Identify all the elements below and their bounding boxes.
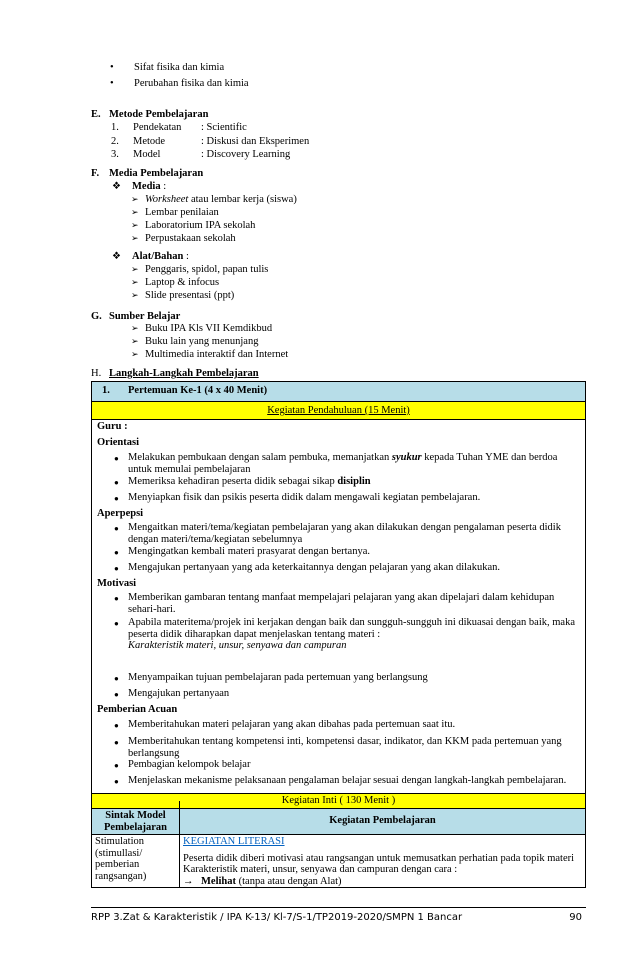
bullet-icon: ● (114, 721, 119, 730)
list-item: ➢ Perpustakaan sekolah (131, 233, 236, 244)
orientasi-label: Orientasi (97, 437, 139, 448)
list-item: ● Pembagian kelompok belajar (114, 759, 251, 770)
bullet-icon: ● (114, 454, 119, 463)
arrow-bullet-icon: ➢ (131, 336, 139, 346)
alat-heading: ❖ Alat/Bahan : (112, 251, 189, 262)
list-item: 3. Model : Discovery Learning (111, 149, 291, 160)
list-item: ● Memberitahukan tentang kompetensi inti, kompetensi dasar, indikator, dan KKM pada pertemuan yang berlangsung (114, 736, 562, 759)
guru-label: Guru : (97, 421, 128, 432)
bullet-icon: ● (114, 761, 119, 770)
right-arrow-icon: → (183, 875, 194, 887)
list-item: ● Mengajukan pertanyaan yang ada keterkaitannya dengan pelajaran yang akan dilakukan. (114, 562, 501, 573)
list-item: ➢ Multimedia interaktif dan Internet (131, 349, 289, 360)
arrow-bullet-icon: ➢ (131, 277, 139, 287)
stimulation-cell: Stimulation (stimullasi/ pemberian rangsangan) (95, 836, 147, 882)
list-item: ● Mengaitkan materi/tema/kegiatan pembelajaran yang akan dilakukan dengan pengalaman peserta didik dengan materi/tema/kegiatan sebelumnya (114, 522, 561, 545)
arrow-bullet-icon: ➢ (131, 349, 139, 359)
list-item: ➢ Buku IPA Kls VII Kemdikbud (131, 323, 273, 334)
diamond-bullet-icon: ❖ (112, 181, 121, 192)
media-heading: ❖ Media : (112, 181, 167, 192)
list-item: ➢ Lembar penilaian (131, 207, 219, 218)
page-footer (91, 912, 586, 923)
alat-list (131, 263, 268, 302)
list-item: ➢ Laptop & infocus (131, 277, 220, 288)
list-item: ➢ Penggaris, spidol, papan tulis (131, 264, 269, 275)
activity-cell: KEGIATAN LITERASI Peserta didik diberi motivasi atau rangsangan untuk memusatkan perhatian pada topik materi Karakteristik materi, unsur, senyawa dan campuran dengan cara : → Melihat (tanpa atau dengan Alat) (183, 836, 575, 887)
bullet-icon: ● (114, 564, 119, 573)
meeting-header: 1. Pertemuan Ke-1 (4 x 40 Menit) (92, 382, 585, 401)
arrow-bullet-icon: ➢ (131, 323, 139, 333)
aperpepsi-label: Aperpepsi (97, 508, 144, 519)
list-item: ● Apabila materitema/projek ini kerjakan dengan baik dan sungguh-sungguh ini dikuasai dengan baik, maka peserta didik diharapkan dapat menjelaskan tentang materi : Karakteristik materi, unsur, senyawa dan campuran (114, 617, 575, 651)
arrow-bullet-icon: ➢ (131, 233, 139, 243)
section-h-heading: H. Langkah-Langkah Pembelajaran (91, 368, 259, 379)
list-item: ● Menjelaskan mekanisme pelaksanaan pengalaman belajar sesuai dengan langkah-langkah pembelajaran. (114, 775, 567, 786)
arrow-bullet-icon: ➢ (131, 194, 139, 204)
list-item: ➢ Laboratorium IPA sekolah (131, 220, 256, 231)
page-number: 90 (569, 912, 582, 923)
bullet-icon: ● (114, 619, 119, 628)
syntax-column-header: Sintak Model Pembelajaran (104, 810, 167, 833)
bullet-icon: ● (114, 548, 119, 557)
source-list (131, 322, 288, 361)
bullet-icon: ● (114, 777, 119, 786)
inti-column-headers (92, 809, 585, 834)
list-item: ● Memberikan gambaran tentang manfaat mempelajari pelajaran yang akan dipelajari dalam kehidupan sehari-hari. (114, 592, 555, 615)
footer-title: RPP 3.Zat & Karakteristik / IPA K-13/ Kl-7/S-1/TP2019-2020/SMPN 1 Bancar (91, 912, 463, 923)
lesson-steps-table (91, 381, 586, 888)
media-list (131, 193, 297, 245)
list-item: ● Memberitahukan materi pelajaran yang akan dibahas pada pertemuan saat itu. (114, 719, 456, 730)
bullet-icon: ● (114, 494, 119, 503)
bullet-icon: ● (114, 524, 119, 533)
activity-column-header: Kegiatan Pembelajaran (329, 815, 436, 826)
section-e-heading: E. Metode Pembelajaran (91, 109, 209, 120)
bullet-icon: ● (114, 738, 119, 747)
topic-bullet-list (110, 60, 249, 92)
bullet-icon: ● (114, 674, 119, 683)
method-list (111, 121, 309, 162)
list-item: ● Memeriksa kehadiran peserta didik sebagai sikap disiplin (114, 476, 371, 487)
list-item: 2. Metode : Diskusi dan Eksperimen (111, 135, 310, 147)
list-item: ● Menyampaikan tujuan pembelajaran pada pertemuan yang berlangsung (114, 672, 428, 683)
arrow-bullet-icon: ➢ (131, 264, 139, 274)
list-item: ● Mengingatkan kembali materi prasyarat dengan bertanya. (114, 546, 370, 557)
bullet-icon: ● (114, 478, 119, 487)
list-item: ● Menyiapkan fisik dan psikis peserta didik dalam mengawali kegiatan pembelajaran. (114, 492, 481, 503)
motivasi-label: Motivasi (97, 578, 137, 589)
list-item: • Sifat fisika dan kimia (110, 62, 225, 73)
list-item: 1. Pendekatan : Scientific (111, 122, 247, 133)
acuan-label: Pemberian Acuan (97, 704, 178, 715)
footer-rule (91, 907, 586, 908)
literasi-link[interactable]: KEGIATAN LITERASI (183, 836, 285, 847)
bullet-icon: ● (114, 594, 119, 603)
list-item: ➢ Slide presentasi (ppt) (131, 290, 235, 301)
list-item: ● Mengajukan pertanyaan (114, 688, 230, 699)
arrow-bullet-icon: ➢ (131, 220, 139, 230)
list-item: ● Melakukan pembukaan dengan salam pembuka, memanjatkan syukur kepada Tuhan YME dan berdoa untuk memulai pembelajaran (114, 452, 558, 475)
list-item: • Perubahan fisika dan kimia (110, 78, 249, 89)
section-g-heading: G. Sumber Belajar (91, 311, 181, 322)
section-f-heading: F. Media Pembelajaran (91, 168, 204, 179)
bullet-icon: ● (114, 690, 119, 699)
arrow-bullet-icon: ➢ (131, 290, 139, 300)
list-item: ➢ Buku lain yang menunjang (131, 336, 259, 347)
pendahuluan-header: Kegiatan Pendahuluan (15 Menit) (92, 402, 585, 419)
list-item: ➢ Worksheet atau lembar kerja (siswa) (131, 194, 297, 205)
diamond-bullet-icon: ❖ (112, 251, 121, 262)
arrow-bullet-icon: ➢ (131, 207, 139, 217)
inti-header: Kegiatan Inti ( 130 Menit ) (92, 794, 585, 808)
